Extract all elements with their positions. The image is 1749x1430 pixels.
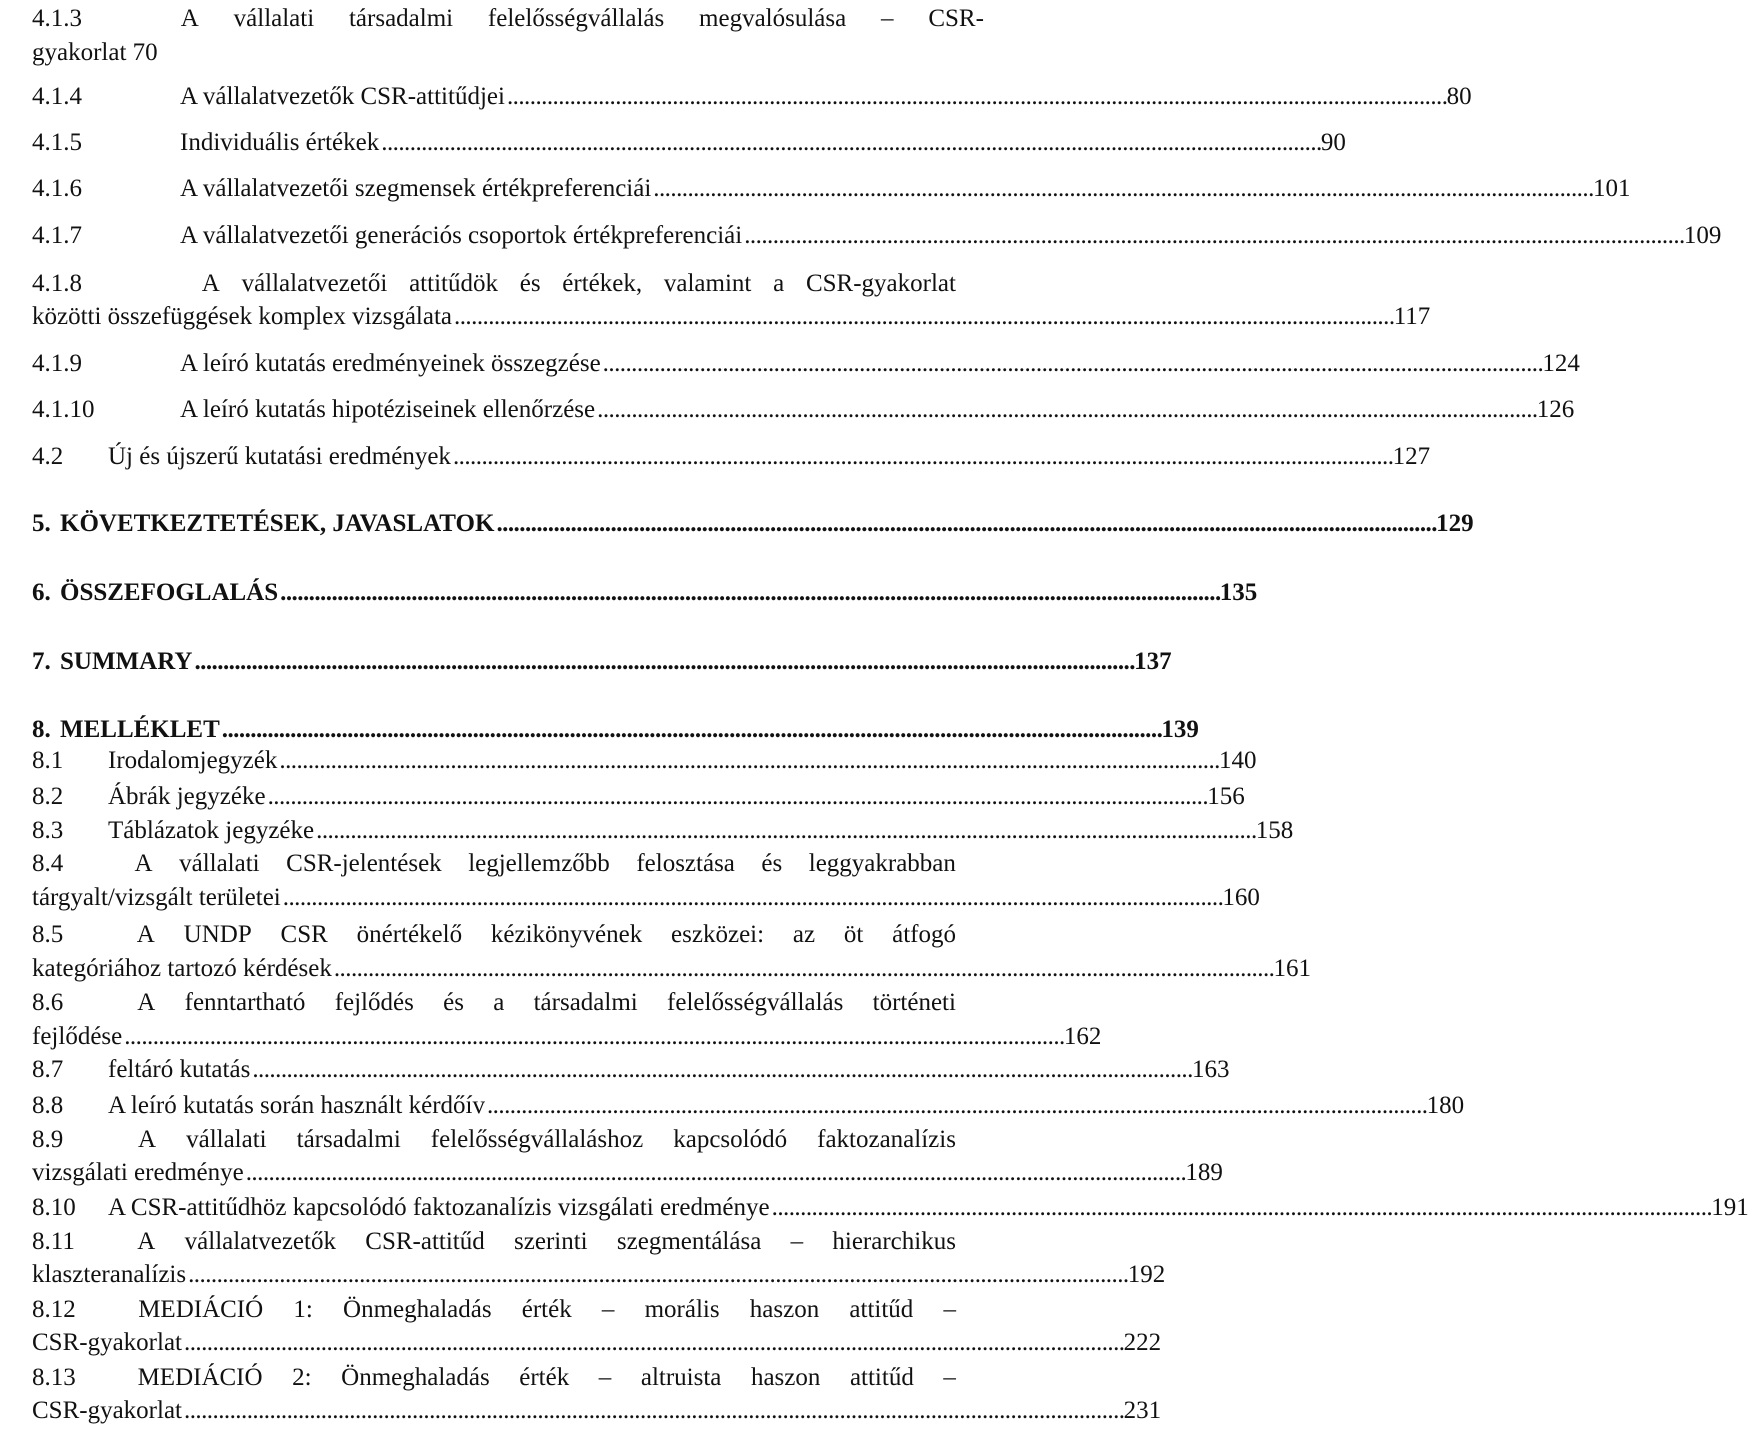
toc-title-word: önértékelő [356,921,463,948]
toc-title: A vállalatvezetői szegmensek értékpreferenciái [180,175,652,202]
toc-title-line2: tárgyalt/vizsgált területei [32,884,281,911]
toc-title-line1: vállalati [233,5,315,32]
toc-title-word: – [943,1364,956,1391]
toc-title: A vállalatvezetői generációs csoportok értékpreferenciái [180,222,743,249]
toc-title: A leíró kutatás során használt kérdőív [108,1092,485,1119]
toc-title-word: attitűd [849,1296,914,1323]
toc-page: 163 [1191,1056,1230,1083]
toc-page: 124 [1542,350,1580,377]
toc-page: 160 [1222,884,1260,911]
toc-leader [507,80,1445,114]
toc-leader [124,1020,1062,1054]
toc-title: Táblázatok jegyzéke [108,817,315,844]
toc-title-word: felosztása [636,850,735,877]
toc-title-line2: fejlődése [32,1023,123,1050]
toc-title-line1: CSR- [928,5,984,32]
toc-number: 8.7 [32,1056,64,1083]
toc-leader [453,440,1391,474]
toc-title-line2: CSR-gyakorlat [32,1329,182,1356]
toc-page: 161 [1273,955,1312,982]
toc-leader [246,1156,1184,1190]
toc-title-word: haszon [749,1296,820,1323]
toc-title-line1: megvalósulása [699,5,847,32]
toc-title-word: a [493,989,505,1016]
toc-title-word: MEDIÁCIÓ [137,1364,263,1391]
toc-page: 191 [1711,1194,1749,1221]
toc-title-line1: A [180,5,199,32]
toc-title-word: MEDIÁCIÓ [138,1296,264,1323]
toc-title-word: a [773,270,785,297]
toc-title-line1: felelősségvállalás [487,5,665,32]
toc-title-word: faktozanalízis [817,1126,956,1153]
toc-leader [316,814,1254,848]
toc-number: 8. [32,716,51,743]
toc-title-word: és [519,270,541,297]
toc-page: 192 [1127,1261,1166,1288]
toc-title-word: CSR-jelentések [286,850,442,877]
toc-page: 156 [1207,783,1245,810]
toc-leader [184,1394,1122,1428]
toc-title: Új és újszerű kutatási eredmények [108,443,451,470]
toc-title-word: öt [843,921,864,948]
toc-title-word: kézikönyvének [490,921,643,948]
toc-number: 7. [32,648,51,675]
toc-number: 8.3 [32,817,64,844]
toc-title-word: társadalmi [533,989,638,1016]
toc-leader [283,881,1221,915]
toc-number: 5. [32,510,51,537]
toc-title-word: vállalatvezetői [241,270,388,297]
toc-title-word: A [201,270,220,297]
toc-number: 4.1.3 [32,5,82,32]
toc-leader [194,645,1132,679]
toc-leader [268,780,1206,814]
toc-title: ÖSSZEFOGLALÁS [60,579,279,606]
toc-title-word: altruista [640,1364,722,1391]
toc-title-word: átfogó [892,921,956,948]
toc-title-line2: vizsgálati eredménye [32,1159,244,1186]
toc-page: 126 [1536,396,1575,423]
toc-page: 117 [1393,303,1431,330]
toc-title-word: attitűdök [409,270,498,297]
toc-title-word: értékek, [562,270,643,297]
toc-page: 135 [1219,579,1258,606]
toc-number: 4.1.4 [32,83,82,110]
toc-title-word: – [943,1296,956,1323]
toc-title: A leíró kutatás eredményeinek összegzése [180,350,601,377]
toc-number: 4.1.9 [32,350,82,377]
toc-leader [603,347,1541,381]
toc-title-word: morális [644,1296,720,1323]
toc-title-word: CSR-attitűd [365,1228,485,1255]
toc-title-line2: klaszteranalízis [32,1261,187,1288]
toc-number: 8.9 [32,1126,64,1153]
toc-title-word: szegmentálása [616,1228,762,1255]
toc-title-word: A [134,850,153,877]
toc-title-word: A [136,921,155,948]
toc-number: 4.1.5 [32,129,82,156]
toc-title-line1: társadalmi [348,5,454,32]
toc-title: A CSR-attitűdhöz kapcsolódó faktozanalízis vizsgálati eredménye [108,1194,770,1221]
toc-page: 140 [1219,747,1257,774]
toc-title: feltáró kutatás [108,1056,251,1083]
toc-leader [487,1089,1425,1123]
toc-title: KÖVETKEZTETÉSEK, JAVASLATOK [60,510,495,537]
toc-title-word: Önmeghaladás [341,1364,490,1391]
toc-leader [184,1326,1122,1360]
toc-title-word: történeti [872,989,956,1016]
toc-page: 90 [1320,129,1346,156]
toc-number: 8.10 [32,1194,76,1221]
toc-title-word: UNDP [183,921,252,948]
toc-title-word: A [137,989,156,1016]
toc-title: Ábrák jegyzéke [108,783,266,810]
toc-page: 162 [1063,1023,1102,1050]
toc-number: 8.5 [32,921,64,948]
toc-page: 158 [1255,817,1294,844]
toc-page: 137 [1134,648,1172,675]
toc-leader [222,713,1160,747]
toc-title-word: és [443,989,464,1016]
toc-leader [744,219,1682,253]
toc-title: MELLÉKLET [60,716,220,743]
toc-title-word: attitűd [849,1364,914,1391]
toc-page: 139 [1161,716,1199,743]
toc-title-word: fenntartható [184,989,306,1016]
toc-page: 80 [1446,83,1472,110]
toc-leader [597,393,1535,427]
toc-title-word: – [790,1228,804,1255]
toc-title-word: kapcsolódó [673,1126,788,1153]
toc-title-word: vállalati [186,1126,267,1153]
toc-number: 8.12 [32,1296,76,1323]
toc-number: 8.11 [32,1228,75,1255]
toc-title-word: társadalmi [296,1126,401,1153]
toc-title-word: legjellemzőbb [468,850,610,877]
toc-title-word: – [598,1364,612,1391]
toc-number: 8.8 [32,1092,64,1119]
toc-leader [454,300,1392,334]
toc-leader [496,507,1434,541]
toc-page: 231 [1123,1397,1162,1424]
toc-number: 4.1.8 [32,270,82,297]
toc-title-word: CSR-gyakorlat [805,270,956,297]
toc-title: SUMMARY [60,648,193,675]
toc-number: 8.4 [32,850,64,877]
toc-title: A leíró kutatás hipotéziseinek ellenőrzése [180,396,596,423]
toc-title-word: 1: [293,1296,313,1323]
toc-page: 101 [1592,175,1631,202]
toc-title-word: CSR [280,921,328,948]
toc-page: 70 [132,39,158,66]
toc-title-word: vállalatvezetők [184,1228,336,1255]
toc-number: 8.2 [32,783,64,810]
toc-title-word: és [761,850,783,877]
toc-title-word: az [792,921,816,948]
toc-title-word: 2: [292,1364,312,1391]
toc-title-word: A [138,1126,157,1153]
toc-title-word: hierarchikus [832,1228,956,1255]
toc-number: 4.2 [32,443,64,470]
toc-leader [381,126,1319,160]
toc-title-word: haszon [750,1364,821,1391]
toc-leader [334,952,1272,986]
toc-title-word: leggyakrabban [808,850,956,877]
toc-title-word: érték [521,1296,572,1323]
toc-page: 189 [1185,1159,1223,1186]
toc-page: 127 [1392,443,1431,470]
toc-title: Irodalomjegyzék [108,747,278,774]
toc-page: 129 [1436,510,1474,537]
toc-number: 4.1.10 [32,396,95,423]
toc-leader [279,744,1217,778]
toc-page: 222 [1123,1329,1162,1356]
toc-title: Individuális értékek [180,129,380,156]
toc-title-word: fejlődés [334,989,414,1016]
toc-title-line2: CSR-gyakorlat [32,1397,182,1424]
toc-leader [188,1258,1126,1292]
toc-title-line1: – [881,5,894,32]
toc-title: A vállalatvezetők CSR-attitűdjei [180,83,505,110]
toc-number: 4.1.7 [32,222,82,249]
toc-title-word: szerinti [514,1228,588,1255]
toc-title-word: érték [519,1364,570,1391]
toc-title-word: felelősségvállalás [667,989,844,1016]
toc-number: 6. [32,579,51,606]
toc-page: 109 [1683,222,1722,249]
toc-title-word: Önmeghaladás [343,1296,492,1323]
toc-title-word: – [601,1296,615,1323]
toc-title-word: vállalati [179,850,260,877]
toc-number: 8.6 [32,989,64,1016]
toc-title-line2: gyakorlat [32,39,133,66]
toc-title-word: A [137,1228,156,1255]
toc-title-line2: kategóriához tartozó kérdések [32,955,332,982]
toc-leader [252,1053,1190,1087]
toc-title-word: eszközei: [671,921,765,948]
toc-leader [772,1191,1710,1225]
toc-number: 8.1 [32,747,64,774]
toc-number: 4.1.6 [32,175,82,202]
toc-title-line2: közötti összefüggések komplex vizsgálata [32,303,453,330]
toc-leader [653,172,1591,206]
toc-page: 180 [1426,1092,1465,1119]
toc-leader [280,576,1218,610]
toc-title-word: valamint [663,270,752,297]
toc-number: 8.13 [32,1364,76,1391]
toc-title-word: felelősségvállaláshoz [430,1126,644,1153]
